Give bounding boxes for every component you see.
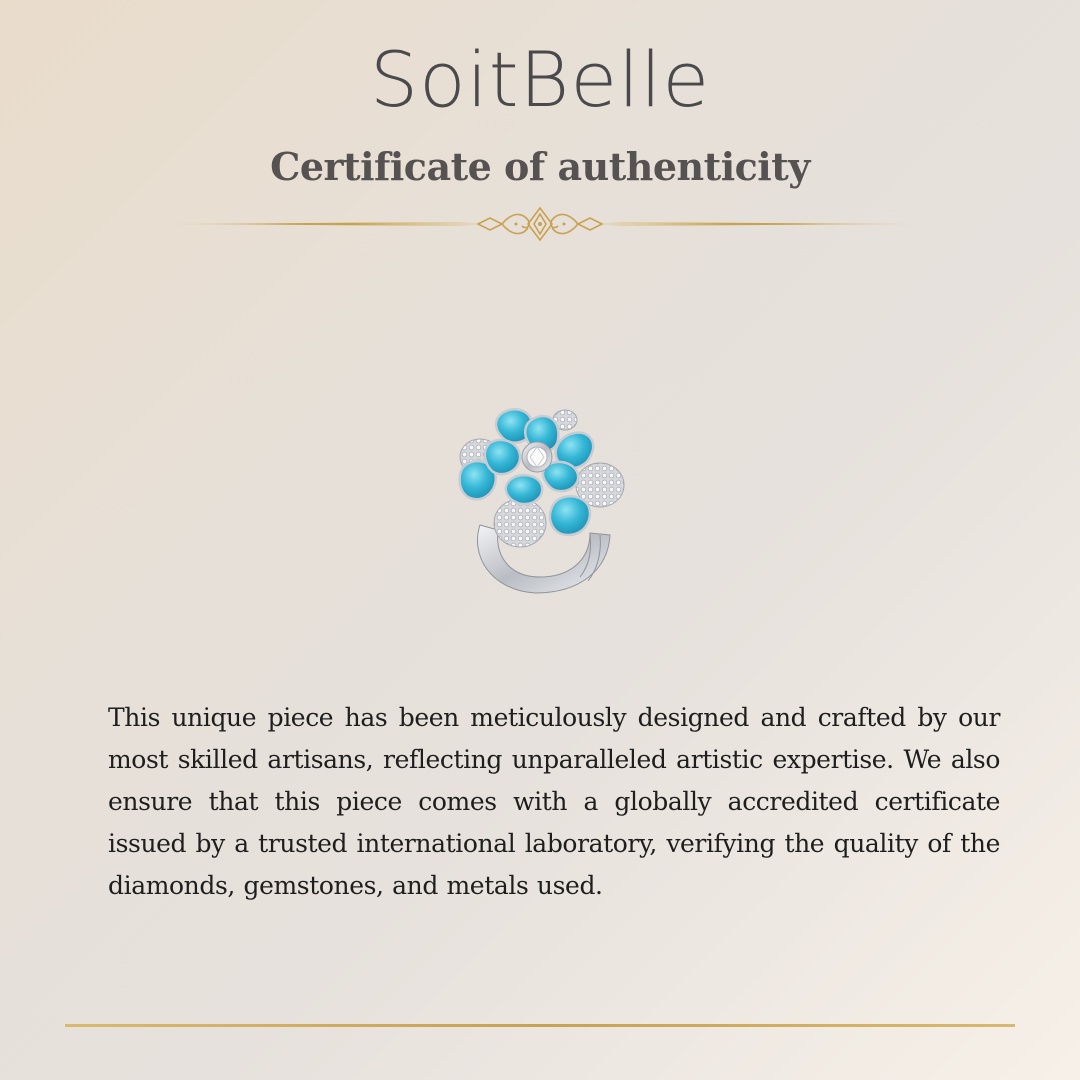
certificate-description: This unique piece has been meticulously designed and crafted by our most skilled artisans, reflecting unparalleled artistic expertise. We also ensure that this piece comes with a globally accredited certificate issued by a trusted international laboratory, verifying the quality of the diamonds, gemstones, and metals used. [108, 703, 1000, 900]
gold-ornament-divider-icon [160, 204, 920, 244]
page-title: Certificate of authenticity [270, 144, 810, 189]
bottom-gold-divider [65, 1024, 1015, 1027]
turquoise-flower-ring-icon [440, 395, 640, 605]
brand-logo: SoitBelle [369, 35, 711, 124]
